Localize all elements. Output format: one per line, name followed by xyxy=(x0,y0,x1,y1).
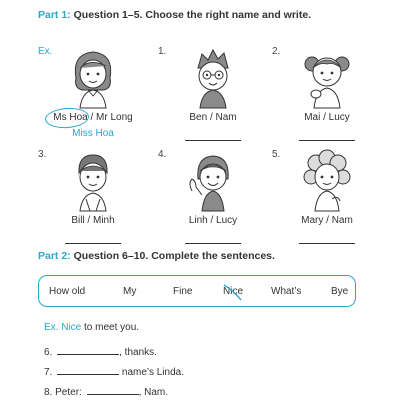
sentence-text: , thanks. xyxy=(119,347,157,358)
example-rest: to meet you. xyxy=(84,322,140,333)
answer-blank[interactable] xyxy=(185,140,241,141)
sentence-7 xyxy=(44,365,184,378)
sentence-number: 8. xyxy=(44,387,53,398)
part2-heading xyxy=(38,250,275,262)
name-options: Ben / Nam xyxy=(189,112,237,123)
word-option[interactable]: How old xyxy=(49,286,86,297)
sentence-text: , Nam. xyxy=(138,387,169,398)
word-option[interactable]: What’s xyxy=(271,286,302,297)
word-option-used[interactable] xyxy=(223,286,243,297)
example-label: Ex. xyxy=(44,322,59,333)
word-option[interactable]: Fine xyxy=(173,286,193,297)
item-3 xyxy=(38,147,148,247)
item-number: 5. xyxy=(272,149,281,160)
sentence-prefix: Peter: xyxy=(55,387,82,398)
item-number: 1. xyxy=(158,46,167,57)
girl-with-pigtails-illustration xyxy=(294,44,360,110)
answer-blank[interactable] xyxy=(185,243,241,244)
example-answer: Miss Hoa xyxy=(72,128,114,139)
item-example xyxy=(38,44,148,144)
girl-waving-illustration xyxy=(180,147,246,213)
word-option[interactable]: Bye xyxy=(331,286,349,297)
sentence-6 xyxy=(44,345,157,358)
item-number: 2. xyxy=(272,46,281,57)
answer-blank[interactable] xyxy=(65,243,121,244)
sentence-number: 6. xyxy=(44,347,53,358)
name-options: Mai / Lucy xyxy=(304,112,350,123)
sentence-blank[interactable] xyxy=(57,345,119,355)
girl-illustration xyxy=(60,44,126,110)
part1-heading xyxy=(38,9,311,21)
part1-label: Part 1: xyxy=(38,9,71,21)
word-box xyxy=(38,275,356,307)
part2-label: Part 2: xyxy=(38,250,71,262)
name-options: Linh / Lucy xyxy=(188,215,238,226)
sentence-blank[interactable] xyxy=(57,365,119,375)
strike-through-mark xyxy=(221,282,245,302)
part2-instruction: Question 6–10. Complete the sentences. xyxy=(73,250,275,262)
sentence-8 xyxy=(44,385,168,398)
word-option-label: Nice xyxy=(223,286,244,297)
item-2 xyxy=(272,44,382,144)
example-sentence xyxy=(44,322,139,333)
word-option[interactable]: My xyxy=(123,286,137,297)
name-options: Bill / Minh xyxy=(71,215,115,226)
example-word: Nice xyxy=(61,322,82,333)
answer-blank[interactable] xyxy=(299,140,355,141)
boy-illustration xyxy=(60,147,126,213)
sentence-text: name’s Linda. xyxy=(121,367,184,378)
answer-circle xyxy=(44,106,89,129)
curly-haired-girl-illustration xyxy=(294,147,360,213)
item-4 xyxy=(158,147,268,247)
name-options: Mary / Nam xyxy=(301,215,353,226)
sentence-number: 7. xyxy=(44,367,53,378)
name-options: Ms Hoa / Mr Long xyxy=(53,112,133,123)
answer-blank[interactable] xyxy=(299,243,355,244)
part1-instruction: Question 1–5. Choose the right name and write. xyxy=(73,9,312,21)
boy-with-glasses-illustration xyxy=(180,44,246,110)
item-1 xyxy=(158,44,268,144)
item-number: 4. xyxy=(158,149,167,160)
item-number: 3. xyxy=(38,149,47,160)
item-number: Ex. xyxy=(38,46,53,57)
sentence-blank[interactable] xyxy=(87,385,139,395)
item-5 xyxy=(272,147,382,247)
